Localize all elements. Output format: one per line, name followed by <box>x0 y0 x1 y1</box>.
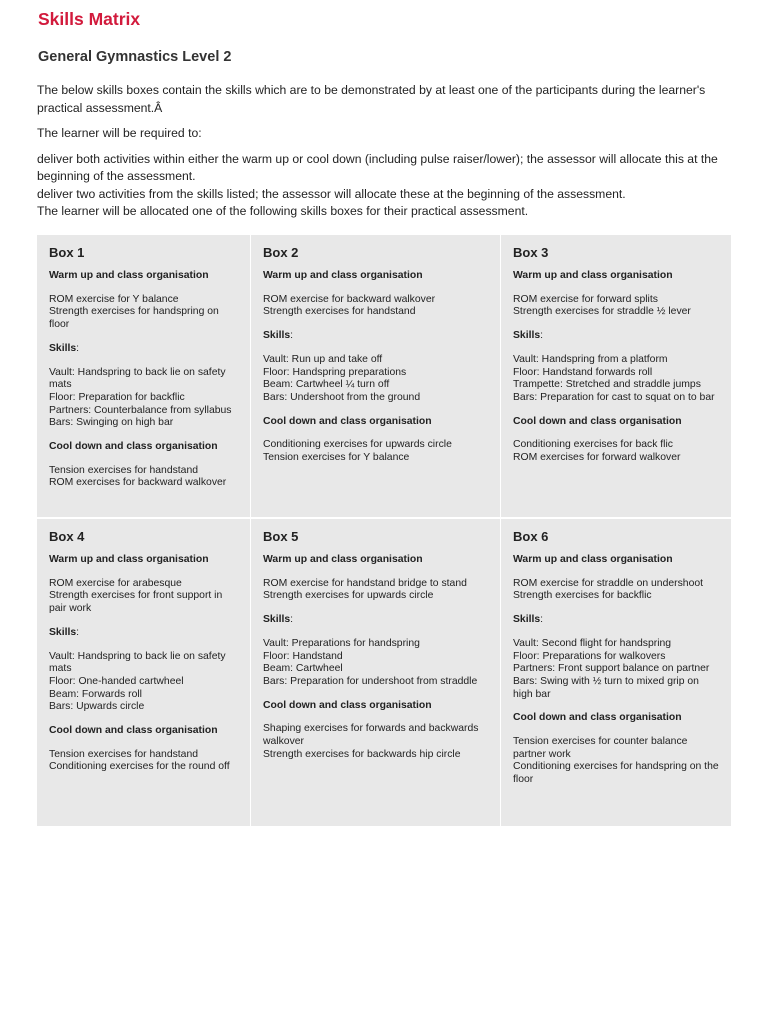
skills-heading <box>49 343 238 356</box>
skills-list <box>49 367 238 431</box>
list-item: Strength exercises for backwards hip circle <box>263 748 461 760</box>
list-item: Floor: One-handed cartwheel <box>49 675 184 687</box>
list-item: Tension exercises for counter balance partner work <box>513 736 688 760</box>
skills-heading-label: Skills <box>49 626 77 638</box>
list-item: Partners: Counterbalance from syllabus <box>49 404 232 416</box>
list-item: Vault: Handspring to back lie on safety mats <box>49 366 226 391</box>
skills-list <box>513 638 719 702</box>
skills-heading-label: Skills <box>49 342 77 354</box>
box-title: Box 2 <box>263 245 299 260</box>
warmup-heading: Warm up and class organisation <box>263 270 423 281</box>
warmup-list <box>49 578 238 616</box>
list-item: Beam: Cartwheel <box>263 663 343 675</box>
cooldown-heading: Cool down and class organisation <box>263 415 432 427</box>
skills-box <box>501 235 731 517</box>
list-item: Strength exercises for upwards circle <box>263 590 434 602</box>
skills-heading-suffix: : <box>540 614 544 626</box>
intro-paragraph-1: The below skills boxes contain the skills which are to be demonstrated by at least one of the participants during the learner's practical assessment.Â <box>37 83 706 115</box>
warmup-list <box>513 294 719 319</box>
cooldown-heading: Cool down and class organisation <box>513 712 682 724</box>
skills-heading-suffix: : <box>540 330 544 342</box>
intro-paragraph-2: The learner will be required to: <box>37 126 202 140</box>
warmup-heading: Warm up and class organisation <box>49 554 209 565</box>
intro-paragraph-3c: The learner will be allocated one of the following skills boxes for their practical assessment. <box>37 204 529 218</box>
page-title: Skills Matrix <box>38 9 141 29</box>
list-item: Tension exercises for handstand <box>49 464 199 476</box>
cooldown-list <box>513 736 719 787</box>
list-item: Strength exercises for straddle ½ lever <box>513 306 691 318</box>
list-item: Floor: Preparations for walkovers <box>513 650 666 662</box>
cooldown-list <box>49 749 238 774</box>
cooldown-heading: Cool down and class organisation <box>49 725 218 737</box>
list-item: ROM exercise for Y balance <box>49 293 179 305</box>
skills-heading-suffix: : <box>76 626 80 638</box>
list-item: Floor: Preparation for backflic <box>49 391 185 403</box>
list-item: Conditioning exercises for handspring on the floor <box>513 761 719 786</box>
list-item: Shaping exercises for forwards and backwards walkover <box>263 723 479 748</box>
list-item: ROM exercise for straddle on undershoot <box>513 577 704 589</box>
list-item: Strength exercises for handspring on floor <box>49 306 219 331</box>
box-title: Box 1 <box>49 245 85 260</box>
list-item: Beam: Forwards roll <box>49 688 142 700</box>
list-item: Beam: Cartwheel ¼ turn off <box>263 379 390 391</box>
skills-list <box>263 354 488 405</box>
list-item: Bars: Preparation for undershoot from straddle <box>263 675 478 687</box>
list-item: Vault: Handspring from a platform <box>513 353 668 365</box>
list-item: Strength exercises for handstand <box>263 306 416 318</box>
list-item: Floor: Handstand <box>263 650 343 662</box>
skills-list <box>263 638 488 689</box>
list-item: Floor: Handstand forwards roll <box>513 366 653 378</box>
intro-paragraph-3b: deliver two activities from the skills listed; the assessor will allocate these at the beginning of the assessment. <box>37 186 626 201</box>
list-item: Vault: Preparations for handspring <box>263 637 420 649</box>
skills-heading <box>263 330 488 343</box>
list-item: Conditioning exercises for the round off <box>49 761 230 773</box>
warmup-heading: Warm up and class organisation <box>513 554 673 565</box>
box-title: Box 6 <box>513 529 549 544</box>
warmup-heading: Warm up and class organisation <box>513 270 673 281</box>
list-item: Vault: Run up and take off <box>263 353 383 365</box>
box-title: Box 4 <box>49 529 85 544</box>
skills-box <box>501 519 731 826</box>
skills-heading-label: Skills <box>263 330 291 342</box>
warmup-list <box>263 578 488 603</box>
skills-heading-suffix: : <box>76 342 80 354</box>
cooldown-heading: Cool down and class organisation <box>263 699 432 711</box>
skills-heading <box>513 614 719 627</box>
cooldown-list <box>49 465 238 490</box>
list-item: Tension exercises for Y balance <box>263 452 410 464</box>
skills-box <box>37 519 250 826</box>
list-item: Trampette: Stretched and straddle jumps <box>513 379 701 391</box>
skills-heading-label: Skills <box>263 614 291 626</box>
intro-text <box>37 82 737 221</box>
list-item: Conditioning exercises for upwards circle <box>263 439 452 451</box>
list-item: ROM exercise for forward splits <box>513 293 658 305</box>
warmup-heading: Warm up and class organisation <box>263 554 423 565</box>
cooldown-list <box>263 723 488 761</box>
cooldown-heading: Cool down and class organisation <box>49 441 218 453</box>
warmup-list <box>49 294 238 332</box>
list-item: ROM exercise for arabesque <box>49 577 182 589</box>
skills-box <box>37 235 250 517</box>
box-title: Box 5 <box>263 529 299 544</box>
skills-heading <box>263 614 488 627</box>
skills-list <box>49 651 238 715</box>
skills-box <box>251 519 500 826</box>
list-item: Tension exercises for handstand <box>49 748 199 760</box>
list-item: Vault: Second flight for handspring <box>513 637 672 649</box>
page-subtitle: General Gymnastics Level 2 <box>38 49 232 65</box>
list-item: Bars: Swinging on high bar <box>49 417 174 429</box>
list-item: Floor: Handspring preparations <box>263 366 407 378</box>
list-item: Conditioning exercises for back flic <box>513 439 673 451</box>
list-item: ROM exercises for backward walkover <box>49 477 227 489</box>
list-item: Bars: Preparation for cast to squat on to bar <box>513 391 715 403</box>
list-item: Partners: Front support balance on partner <box>513 663 710 675</box>
cooldown-list <box>263 439 488 464</box>
box-title: Box 3 <box>513 245 549 260</box>
list-item: Bars: Upwards circle <box>49 701 145 713</box>
list-item: ROM exercise for handstand bridge to stand <box>263 577 467 589</box>
skills-list <box>513 354 719 405</box>
cooldown-list <box>513 439 719 464</box>
skills-box <box>251 235 500 517</box>
list-item: ROM exercises for forward walkover <box>513 452 681 464</box>
warmup-heading: Warm up and class organisation <box>49 270 209 281</box>
warmup-list <box>263 294 488 319</box>
skills-grid <box>37 235 731 826</box>
list-item: Bars: Swing with ½ turn to mixed grip on high bar <box>513 675 699 700</box>
skills-heading <box>513 330 719 343</box>
list-item: Strength exercises for backflic <box>513 590 652 602</box>
list-item: Vault: Handspring to back lie on safety mats <box>49 650 226 675</box>
list-item: Strength exercises for front support in pair work <box>49 590 223 615</box>
intro-paragraph-3a: deliver both activities within either the warm up or cool down (including pulse raiser/lower); the assessor will allocate this at the beginning of the assessment. <box>37 151 718 183</box>
skills-heading-label: Skills <box>513 614 541 626</box>
cooldown-heading: Cool down and class organisation <box>513 415 682 427</box>
skills-heading-label: Skills <box>513 330 541 342</box>
list-item: Bars: Undershoot from the ground <box>263 391 421 403</box>
skills-heading-suffix: : <box>290 614 294 626</box>
skills-heading <box>49 627 238 640</box>
warmup-list <box>513 578 719 603</box>
skills-heading-suffix: : <box>290 330 294 342</box>
list-item: ROM exercise for backward walkover <box>263 293 436 305</box>
